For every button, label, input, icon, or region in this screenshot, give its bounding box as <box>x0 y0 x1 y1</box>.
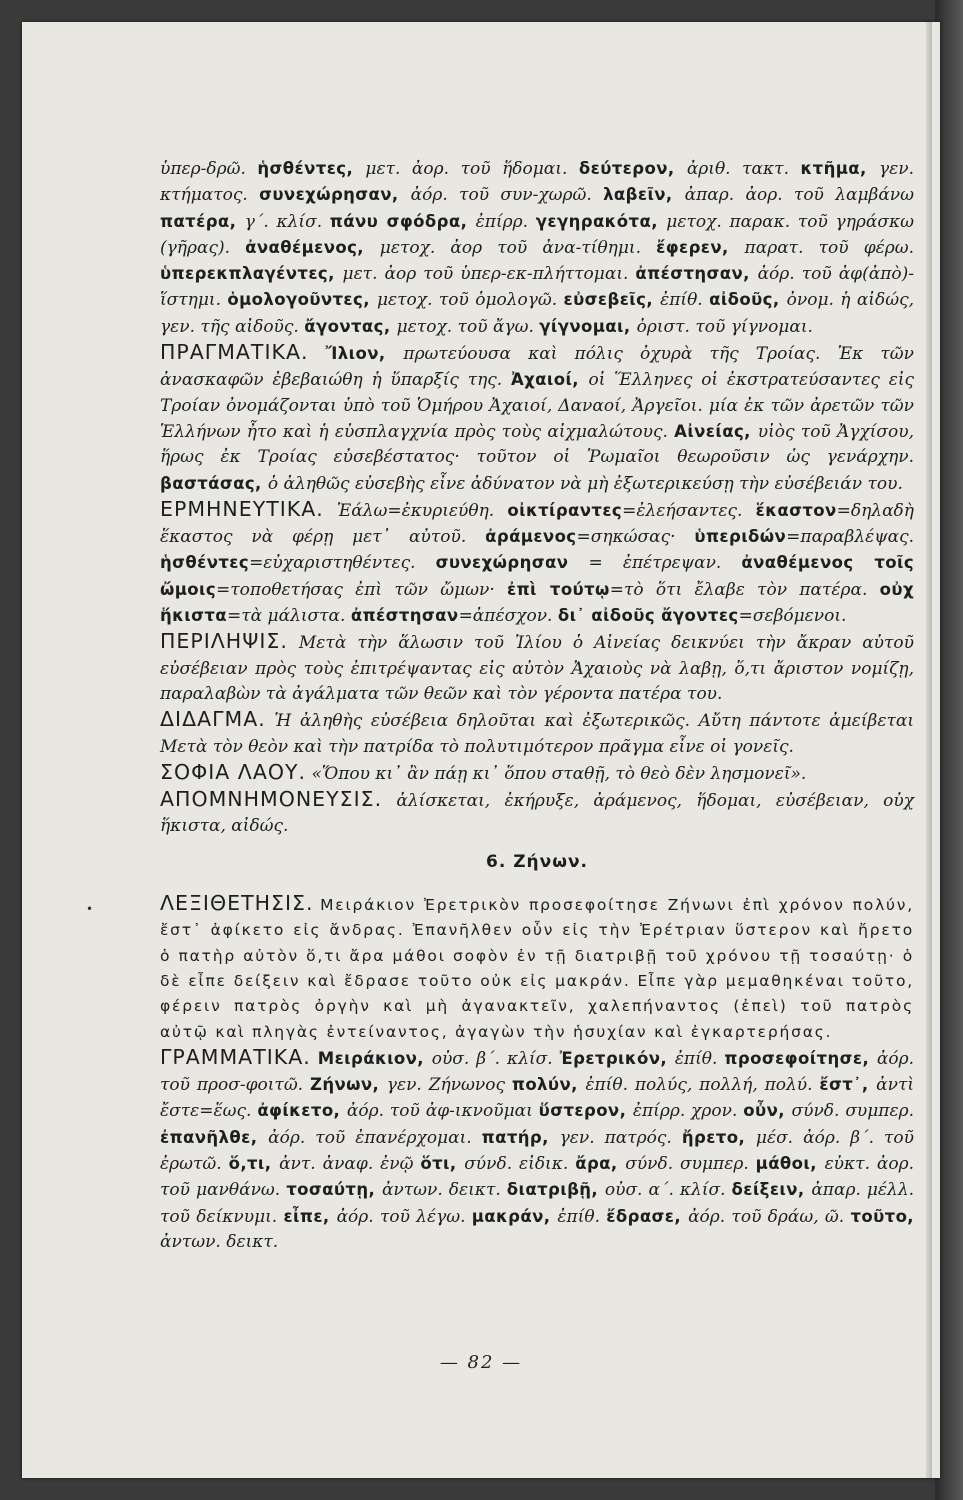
gloss-text: ἀόρ. τοῦ προσ-φοιτῶ. <box>160 1048 914 1096</box>
gloss-text: ὑπερ-δρῶ. <box>160 159 258 179</box>
gloss-text: =σεβόμενοι. <box>738 606 847 627</box>
vocab-term: ὅτι, <box>420 1153 465 1173</box>
vocab-term: μακράν, <box>471 1206 558 1226</box>
section-title: 6. Ζήνων. <box>485 851 589 872</box>
gloss-text: γ΄. κλίσ. <box>244 211 330 232</box>
vocab-term: ἀπέστησαν, <box>635 264 758 284</box>
gloss-text: μετοχ. τοῦ ὁμολογῶ. <box>376 290 564 311</box>
pragmatika-paragraph <box>160 340 914 497</box>
didagma-text: Ἡ ἀληθὴς εὐσέβεια δηλοῦται καὶ ἐξωτερικῶς. Αὔτη πάντοτε ἀμείβεται Μετὰ τὸν θεὸν καὶ τὴν πατρίδα τὸ πολυτιμότερον πρᾶγμα εἶνε οἱ γονεῖς. <box>160 711 914 757</box>
gloss-text: ἀντων. δεικτ. <box>160 1231 279 1252</box>
gloss-text: =τοποθετήσας ἐπὶ τῶν ὤμων· <box>216 579 508 600</box>
vocab-term: Αἰνείας, <box>674 421 758 441</box>
gloss-text: οὐσ. α΄. κλίσ. <box>604 1180 732 1201</box>
vocab-term: οὐχ ἥκιστα <box>160 579 914 626</box>
book-page <box>22 22 940 1478</box>
grammatika-paragraph <box>160 1045 914 1255</box>
vocab-term: τοσαύτῃ, <box>286 1180 382 1200</box>
vocab-term: εὐσεβεῖς, <box>563 290 661 310</box>
vocab-term: τοῦτο, <box>850 1206 914 1226</box>
vocab-term: ὕστερον, <box>538 1101 633 1121</box>
vocab-term: Ἴλιον, <box>325 344 404 364</box>
vocab-term: ἀπέστησαν <box>350 606 459 626</box>
gloss-text: ὁριστ. τοῦ γίγνομαι. <box>636 316 813 337</box>
gloss-text: μετοχ. παρακ. τοῦ γηράσκω (γῆρας). <box>160 211 914 258</box>
gloss-text: =ἐλεήσαντες. <box>622 500 756 521</box>
gloss-text: ἀόρ. τοῦ ἀφ(ἀπὸ)-ἵστημι. <box>160 264 914 311</box>
gloss-text: μετοχ. τοῦ ἄγω. <box>396 316 540 337</box>
vocab-term: ἀναθέμενος τοῖς ὤμοις <box>160 553 914 599</box>
vocab-intro-paragraph <box>160 156 914 340</box>
gloss-text: = ἐπέτρεψαν. <box>568 553 742 574</box>
vocab-term: γεγηρακότα, <box>535 211 667 231</box>
vocab-term: μάθοι, <box>755 1153 825 1173</box>
gloss-text: ἀόρ. τοῦ δράω, ῶ. <box>688 1206 851 1227</box>
gloss-text: ὁ ἀληθῶς εὐσεβὴς εἶνε ἀδύνατον νὰ μὴ ἐξωτερικεύσῃ τὴν εὐσέβειάν του. <box>267 473 903 494</box>
gloss-text: ἀντων. δεικτ. <box>381 1180 507 1201</box>
vocab-term: πατέρα, <box>160 211 245 231</box>
vocab-term: πάνυ σφόδρα, <box>329 211 476 231</box>
vocab-term: Ἐρετρικόν, <box>559 1048 675 1068</box>
gloss-text: ἀόρ. τοῦ ἀφ-ικνοῦμαι <box>346 1101 539 1122</box>
apomnimonefsis-text: ἁλίσκεται, ἐκήρυξε, ἀράμενος, ἥδομαι, εὐσέβειαν, οὐχ ἥκιστα, αἰδώς. <box>160 791 915 837</box>
gloss-text: ἐπίθ. <box>557 1206 607 1227</box>
vocab-term: ἐπανῆλθε, <box>160 1127 269 1147</box>
gloss-text: ὀνομ. ἡ αἰδώς, γεν. τῆς αἰδοῦς. <box>160 290 914 337</box>
gloss-text: μετοχ. ἀορ τοῦ ἀνα-τίθημι. <box>379 237 657 258</box>
vocab-term: ἡσθέντες, <box>257 159 366 178</box>
gloss-text: ἀόρ. τοῦ λέγω. <box>336 1206 472 1227</box>
gloss-text: ἀπαρ. μέλλ. τοῦ δείκνυμι. <box>160 1180 914 1227</box>
vocab-term: κτῆμα, <box>800 159 879 178</box>
gloss-text: ἐπίρρ. <box>475 211 536 232</box>
ermineftika-heading: ΕΡΜΗΝΕΥΤΙΚΑ. <box>160 496 324 521</box>
vocab-term: δεύτερον, <box>578 159 687 178</box>
gloss-text: ἐπίθ. <box>674 1048 725 1069</box>
vocab-term: ἡσθέντες <box>160 553 250 573</box>
gloss-text: =παραβλέψας. <box>786 527 914 548</box>
gloss-text: ἀόρ. τοῦ συν-χωρῶ. <box>410 185 604 206</box>
vocab-term: Μειράκιον, <box>317 1048 432 1068</box>
vocab-term: συνεχώρησαν <box>435 553 569 573</box>
vocab-term: ὁμολογοῦντες, <box>227 290 377 310</box>
gloss-text: ἀντ. ἀναφ. ἐνῷ <box>279 1153 421 1174</box>
gloss-text: οἱ Ἕλληνες οἱ ἐκστρατεύσαντες εἰς Τροίαν ὀνομάζονται ὑπὸ τοῦ Ὁμήρου Ἀχαιοί, Δαναοί, Ἀργεῖοι. μία ἐκ τῶν ἀρετῶν τῶν Ἑλλήνων ἦτο καὶ ἡ εὐσπλαγχνία πρὸς τοὺς αἰχμαλώτους. <box>160 370 914 442</box>
page-number: — 82 — <box>439 1352 523 1373</box>
vocab-term: πολύν, <box>511 1075 586 1095</box>
vocab-term: ἐπὶ τούτῳ <box>507 579 610 599</box>
vocab-term: ἔδρασε, <box>606 1206 689 1226</box>
page-text <box>160 156 914 1255</box>
gloss-text: πρωτεύουσα καὶ πόλις ὀχυρὰ τῆς Τροίας. Ἐκ τῶν ἀνασκαφῶν ἐβεβαιώθη ἡ ὕπαρξίς της. <box>160 344 914 391</box>
vocab-term: ἤρετο, <box>681 1127 756 1147</box>
gloss-text: ἀόρ. τοῦ ἐπανέρχομαι. <box>268 1127 482 1148</box>
vocab-term: ἔφερεν, <box>656 237 745 257</box>
vocab-term: ἕκαστον <box>755 500 837 520</box>
gloss-text: Ἑάλω=ἐκυριεύθη. <box>336 500 508 521</box>
vocab-term: ἄρα, <box>575 1153 626 1173</box>
vocab-term: ἔστ᾿, <box>819 1075 877 1095</box>
gloss-text: ἀριθ. τακτ. <box>686 159 801 179</box>
gloss-text: =τὰ μάλιστα. <box>227 606 351 627</box>
margin-mark: • <box>86 902 94 916</box>
vocab-term: οὖν, <box>743 1101 792 1121</box>
sofia-heading: ΣΟΦΙΑ ΛΑΟΥ. <box>160 759 307 784</box>
gloss-text: =τὸ ὅτι ἔλαβε τὸν πατέρα. <box>609 579 880 600</box>
vocab-term: ὅ,τι, <box>228 1153 280 1173</box>
vocab-term: ἄγοντας, <box>304 316 397 336</box>
vocab-term: αἰδοῦς, <box>709 290 787 310</box>
vocab-term: ἀφίκετο, <box>257 1101 347 1121</box>
gloss-text: ἀπαρ. ἀορ. τοῦ λαμβάνω <box>684 185 914 206</box>
vocab-term: ἀναθέμενος, <box>245 237 380 257</box>
sofia-text: «Ὅπου κι᾿ ἂν πάῃ κι᾿ ὅπου σταθῇ, τὸ θεὸ δὲν λησμονεῖ». <box>311 763 807 784</box>
perilipsis-paragraph <box>160 629 914 707</box>
vocab-term: εἶπε, <box>283 1206 337 1226</box>
vocab-term: πατήρ, <box>481 1127 560 1147</box>
gloss-text: γεν. πατρός. <box>559 1127 682 1148</box>
lexithetisis-text: Μειράκιον Ἐρετρικὸν προσεφοίτησε Ζήνωνι ἐπὶ χρόνον πολύν, ἔστ᾿ ἀφίκετο εἰς ἄνδρας. Ἐπανῆλθεν οὖν εἰς τὴν Ἐρέτριαν ὕστερον καὶ ἤρετο ὁ πατὴρ αὐτὸν ὅ,τι ἄρα μάθοι σοφὸν ἐν τῇ διατριβῇ τοῦ χρόνου τῇ τοσαύτῃ· ὁ δὲ εἶπε δείξειν καὶ ἔδρασε τοῦτο οὐκ εἰς μακράν. Εἶπε γὰρ μεμαθηκέναι τοῦτο, φέρειν πατρὸς ὀργὴν καὶ μὴ ἀγανακτεῖν, χαλεπήναντος (ἐπεὶ) τοῦ πατρὸς αὐτῷ καὶ πληγὰς ἐντείναντος, ἀγαγὼν τὴν ἡσυχίαν καὶ ἐγκαρτερήσας. <box>160 896 914 1041</box>
vocab-term: προσεφοίτησε, <box>724 1048 877 1068</box>
gloss-text: ἀντὶ ἔστε=ἕως. <box>160 1075 915 1122</box>
lexithetisis-heading: ΛΕΞΙΘΕΤΗΣΙΣ. <box>160 891 314 916</box>
apomnimonefsis-paragraph <box>160 787 914 840</box>
vocab-term: Ἀχαιοί, <box>510 370 589 390</box>
vocab-term: οἰκτίραντες <box>507 500 623 520</box>
ermineftika-paragraph <box>160 497 914 629</box>
gloss-text: σύνδ. εἰδικ. <box>464 1153 576 1174</box>
gloss-text: =ἀπέσχον. <box>458 606 558 627</box>
vocab-term: λαβεῖν, <box>603 185 685 205</box>
sofia-paragraph <box>160 760 914 787</box>
vocab-term: ὑπεριδών <box>694 527 787 547</box>
gloss-text: εὐκτ. ἀορ. τοῦ μανθάνω. <box>160 1153 915 1201</box>
vocab-term: δείξειν, <box>731 1180 812 1200</box>
gloss-text: σύνδ. συμπερ. <box>791 1101 915 1122</box>
apomnimonefsis-heading: ΑΠΟΜΝΗΜΟΝΕΥΣΙΣ. <box>160 787 383 812</box>
gloss-text: μετ. ἀορ. τοῦ ἥδομαι. <box>365 159 579 179</box>
vocab-term: ἀράμενος <box>485 527 577 547</box>
vocab-term: δι᾿ αἰδοῦς ἄγοντες <box>557 606 739 626</box>
vocab-term: βαστάσας, <box>160 473 268 493</box>
perilipsis-heading: ΠΕΡΙΛΗΨΙΣ. <box>160 629 288 654</box>
vocab-term: ὑπερεκπλαγέντες, <box>160 264 343 284</box>
grammatika-heading: ΓΡΑΜΜΑΤΙΚΑ. <box>160 1044 311 1069</box>
vocab-term: συνεχώρησαν, <box>259 185 411 205</box>
gloss-text: ἐπίθ. πολύς, πολλή, πολύ. <box>585 1075 820 1096</box>
pragmatika-heading: ΠΡΑΓΜΑΤΙΚΑ. <box>160 340 309 365</box>
gloss-text: γεν. κτήματος. <box>160 159 914 206</box>
vocab-term: διατριβῇ, <box>506 1180 605 1200</box>
gloss-text: υἱὸς τοῦ Ἀγχίσου, ἥρως ἐκ Τροίας εὐσεβέστατος· τοῦτον οἱ Ῥωμαῖοι θεωροῦσιν ὡς γενάρχην. <box>160 421 914 468</box>
gloss-text: =σηκώσας· <box>576 527 695 548</box>
didagma-heading: ΔΙΔΑΓΜΑ. <box>160 707 266 732</box>
gloss-text: γεν. Ζήνωνος <box>386 1075 512 1096</box>
vocab-term: Ζήνων, <box>309 1075 387 1095</box>
lexithetisis-paragraph <box>160 891 914 1045</box>
gloss-text: =δηλαδὴ ἕκαστος νὰ φέρῃ μετ᾿ αὐτοῦ. <box>160 500 914 548</box>
gloss-text: μετ. ἀορ τοῦ ὑπερ-εκ-πλήττομαι. <box>342 264 636 285</box>
perilipsis-text: Μετὰ τὴν ἅλωσιν τοῦ Ἰλίου ὁ Αἰνείας δεικνύει τὴν ἄκραν αὐτοῦ εὐσέβειαν πρὸς τοὺς ἐπιτρέψαντας εἰς αὐτὸν Ἀχαιοὺς νὰ λαβῃ, ὅ,τι ἄριστον νομίζῃ, παραλαβὼν τὰ ἀγάλματα τῶν θεῶν καὶ τὸν γέροντα πατέρα του. <box>160 633 914 704</box>
gloss-text: ἐπίρρ. χρον. <box>632 1101 744 1122</box>
gloss-text: =εὐχαριστηθέντες. <box>249 553 436 574</box>
gloss-text: οὐσ. β΄. κλίσ. <box>431 1048 560 1069</box>
gloss-text: παρατ. τοῦ φέρω. <box>744 237 914 258</box>
didagma-paragraph <box>160 707 914 760</box>
vocab-term: γίγνομαι, <box>539 316 637 336</box>
gloss-text: ἐπίθ. <box>660 290 710 311</box>
gloss-text: σύνδ. συμπερ. <box>625 1153 756 1174</box>
gloss-text: μέσ. ἀόρ. β΄. τοῦ ἐρωτῶ. <box>160 1127 914 1174</box>
